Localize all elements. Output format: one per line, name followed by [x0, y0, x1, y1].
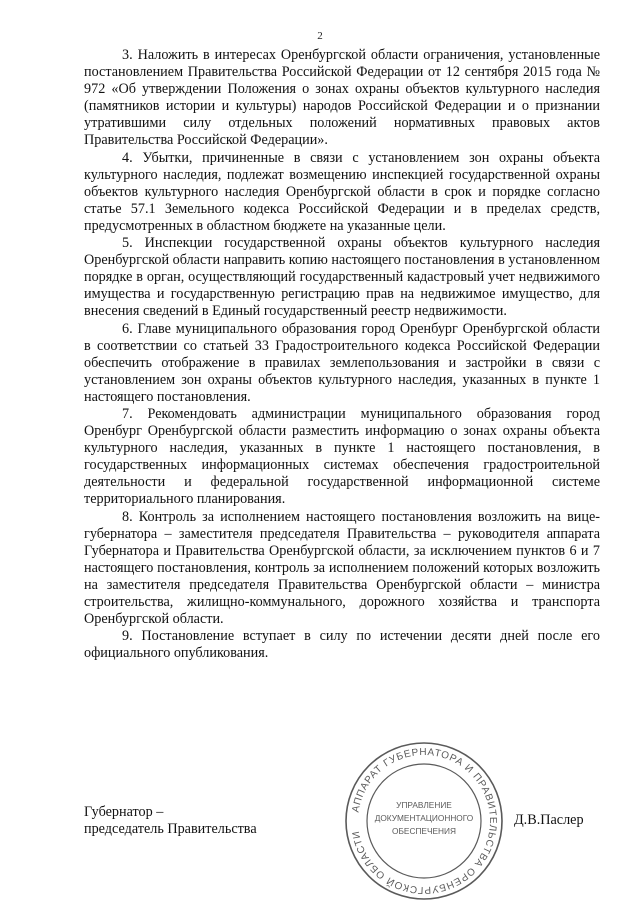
- paragraph-8: 8. Контроль за исполнением настоящего постановления возложить на вице-губернатора – заместителя председателя Правительства – руководителя аппарата Губернатора и Правительства Оренбургской области, за исключением пунктов 6 и 7 настоящего постановления, контроль за исполнением положений которых возложить на заместителя председателя Правительства Оренбургской области – министра строительства, жилищно-коммунального, дорожного хозяйства и транспорта Оренбургской области.: [84, 508, 600, 628]
- paragraph-9: 9. Постановление вступает в силу по истечении десяти дней после его официального опубликования.: [84, 628, 600, 662]
- paragraph-4: 4. Убытки, причиненные в связи с установлением зон охраны объекта культурного наследия, подлежат возмещению инспекцией государственной охраны объектов культурного наследия Оренбургской области в срок и порядке согласно статье 57.1 Земельного кодекса Российской Федерации и в пределах средств, предусмотренных в областном бюджете на указанные цели.: [84, 149, 600, 234]
- page-number: 2: [317, 30, 323, 42]
- official-stamp: [343, 740, 505, 902]
- stamp-center-line-3: ОБЕСПЕЧЕНИЯ: [392, 826, 456, 836]
- signatory-title: [84, 804, 257, 839]
- stamp-ring-text: АППАРАТ ГУБЕРНАТОРА И ПРАВИТЕЛЬСТВА ОРЕНБУРГСКОЙ ОБЛАСТИ: [350, 746, 499, 896]
- paragraph-6: 6. Главе муниципального образования город Оренбург Оренбургской области в соответствии со статьей 33 Градостроительного кодекса Российской Федерации обеспечить отображение в правилах землепользования и застройки в связи с установлением зон охраны объектов культурного наследия, указанных в пункте 1 настоящего постановления.: [84, 320, 600, 405]
- stamp-center-line-1: УПРАВЛЕНИЕ: [396, 800, 452, 810]
- signatory-name: Д.В.Паслер: [514, 812, 584, 828]
- paragraph-7: 7. Рекомендовать администрации муниципального образования город Оренбург Оренбургской области разместить информацию о зонах охраны объекта культурного наследия, указанных в пункте 1 настоящего постановления, в государственных информационных системах обеспечения градостроительной деятельности и федеральной государственной информационной системе территориального планирования.: [84, 405, 600, 508]
- signatory-title-line-2: председатель Правительства: [84, 821, 257, 838]
- paragraph-3: 3. Наложить в интересах Оренбургской области ограничения, установленные постановлением Правительства Российской Федерации от 12 сентября 2015 года № 972 «Об утверждении Положения о зонах охраны объектов культурного наследия (памятников истории и культуры) народов Российской Федерации и о признании утратившими силу отдельных положений нормативных правовых актов Правительства Российской Федерации».: [84, 47, 600, 149]
- stamp-center-line-2: ДОКУМЕНТАЦИОННОГО: [374, 813, 474, 823]
- resolution-body: [84, 47, 600, 662]
- paragraph-5: 5. Инспекции государственной охраны объектов культурного наследия Оренбургской области направить копию настоящего постановления в установленном порядке в орган, осуществляющий государственный кадастровый учет недвижимого имущества и государственную регистрацию прав на недвижимое имущество, для внесения сведений в Единый государственный реестр недвижимости.: [84, 235, 600, 320]
- signatory-title-line-1: Губернатор –: [84, 804, 164, 820]
